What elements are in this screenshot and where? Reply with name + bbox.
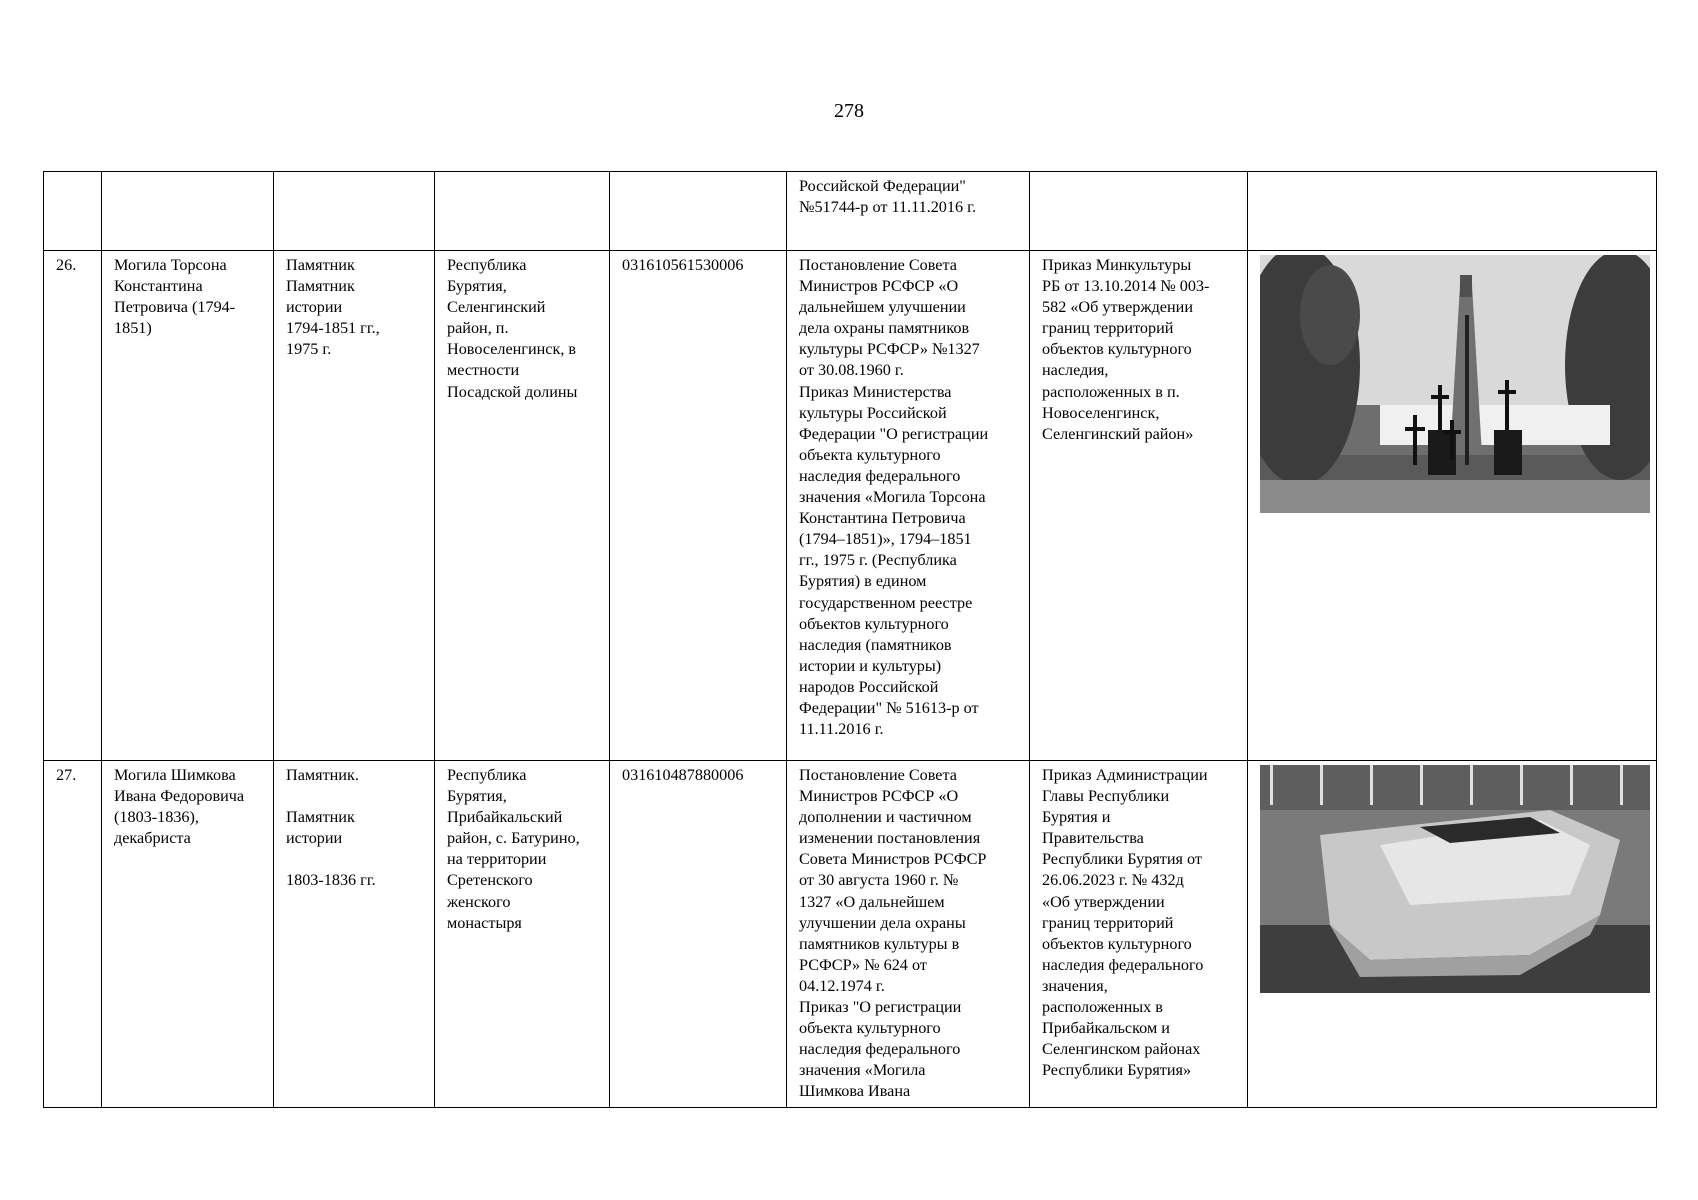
- table-row-continuation: [44, 172, 1657, 251]
- monument-photo-icon: [1260, 255, 1650, 513]
- cell-reg-number: [610, 251, 787, 761]
- cell-name: [102, 761, 274, 1108]
- table-row: [44, 251, 1657, 761]
- cell-boundaries: [1030, 172, 1248, 251]
- cell-num: [44, 172, 102, 251]
- cell-photo: [1248, 761, 1657, 1108]
- cell-boundaries: [1030, 761, 1248, 1108]
- grave-photo-icon: [1260, 765, 1650, 993]
- cell-reg-number: [610, 172, 787, 251]
- object-location: Республика Бурятия, Прибайкальский район, с. Батурино, на территории Сретенского женского монастыря: [447, 766, 580, 932]
- object-category: Памятник. Памятник истории 1803-1836 гг.: [286, 766, 376, 890]
- decree-text: Постановление Совета Министров РСФСР «О дополнении и частичном изменении постановления Совета Министров РСФСР от 30 августа 1960 г. № 1327 «О дальнейшем улучшении дела охраны памятников культуры в РСФСР» № 624 от 04.12.1974 г. Приказ "О регистрации объекта культурного наследия федерального значения «Могила Шимкова Ивана: [799, 766, 987, 1101]
- registration-number: 031610561530006: [622, 256, 744, 274]
- cell-category: [274, 761, 435, 1108]
- table-row: [44, 761, 1657, 1108]
- cell-decree: [787, 172, 1030, 251]
- cell-num: [44, 761, 102, 1108]
- boundaries-text: Приказ Минкультуры РБ от 13.10.2014 № 003- 582 «Об утверждении границ территорий объектов культурного наследия, расположенных в п. Новоселенгинск, Селенгинский район»: [1042, 256, 1210, 443]
- object-location: Республика Бурятия, Селенгинский район, п. Новоселенгинск, в местности Посадской долины: [447, 256, 578, 401]
- page-number: 278: [834, 100, 864, 122]
- cell-name: [102, 251, 274, 761]
- cell-boundaries: [1030, 251, 1248, 761]
- heritage-registry-table: [43, 171, 1657, 1108]
- cell-location: [435, 172, 610, 251]
- cell-reg-number: [610, 761, 787, 1108]
- row-number: 26.: [56, 256, 77, 274]
- decree-text: Российской Федерации" №51744-р от 11.11.2016 г.: [799, 177, 976, 217]
- cell-decree: [787, 761, 1030, 1108]
- cell-photo: [1248, 172, 1657, 251]
- cell-location: [435, 761, 610, 1108]
- registration-number: 031610487880006: [622, 766, 744, 784]
- cell-category: [274, 172, 435, 251]
- object-name: Могила Торсона Константина Петровича (1794- 1851): [114, 256, 236, 338]
- cell-photo: [1248, 251, 1657, 761]
- cell-decree: [787, 251, 1030, 761]
- row-number: 27.: [56, 766, 77, 784]
- object-category: Памятник Памятник истории 1794-1851 гг., 1975 г.: [286, 256, 380, 359]
- boundaries-text: Приказ Администрации Главы Республики Бурятия и Правительства Республики Бурятия от 26.06.2023 г. № 432д «Об утверждении границ территорий объектов культурного наследия федерального значения, расположенных в Прибайкальском и Селенгинском районах Республики Бурятия»: [1042, 766, 1208, 1080]
- object-name: Могила Шимкова Ивана Федоровича (1803-1836), декабриста: [114, 766, 245, 848]
- cell-name: [102, 172, 274, 251]
- cell-category: [274, 251, 435, 761]
- cell-location: [435, 251, 610, 761]
- decree-text: Постановление Совета Министров РСФСР «О дальнейшем улучшении дела охраны памятников культуры РСФСР» №1327 от 30.08.1960 г. Приказ Министерства культуры Российской Федерации "О регистрации объекта культурного наследия федерального значения «Могила Торсона Константина Петровича (1794–1851)», 1794–1851 гг., 1975 г. (Республика Бурятия) в едином государственном реестре объектов культурного наследия (памятников истории и культуры) народов Российской Федерации" № 51613-р от 11.11.2016 г.: [799, 256, 989, 739]
- cell-num: [44, 251, 102, 761]
